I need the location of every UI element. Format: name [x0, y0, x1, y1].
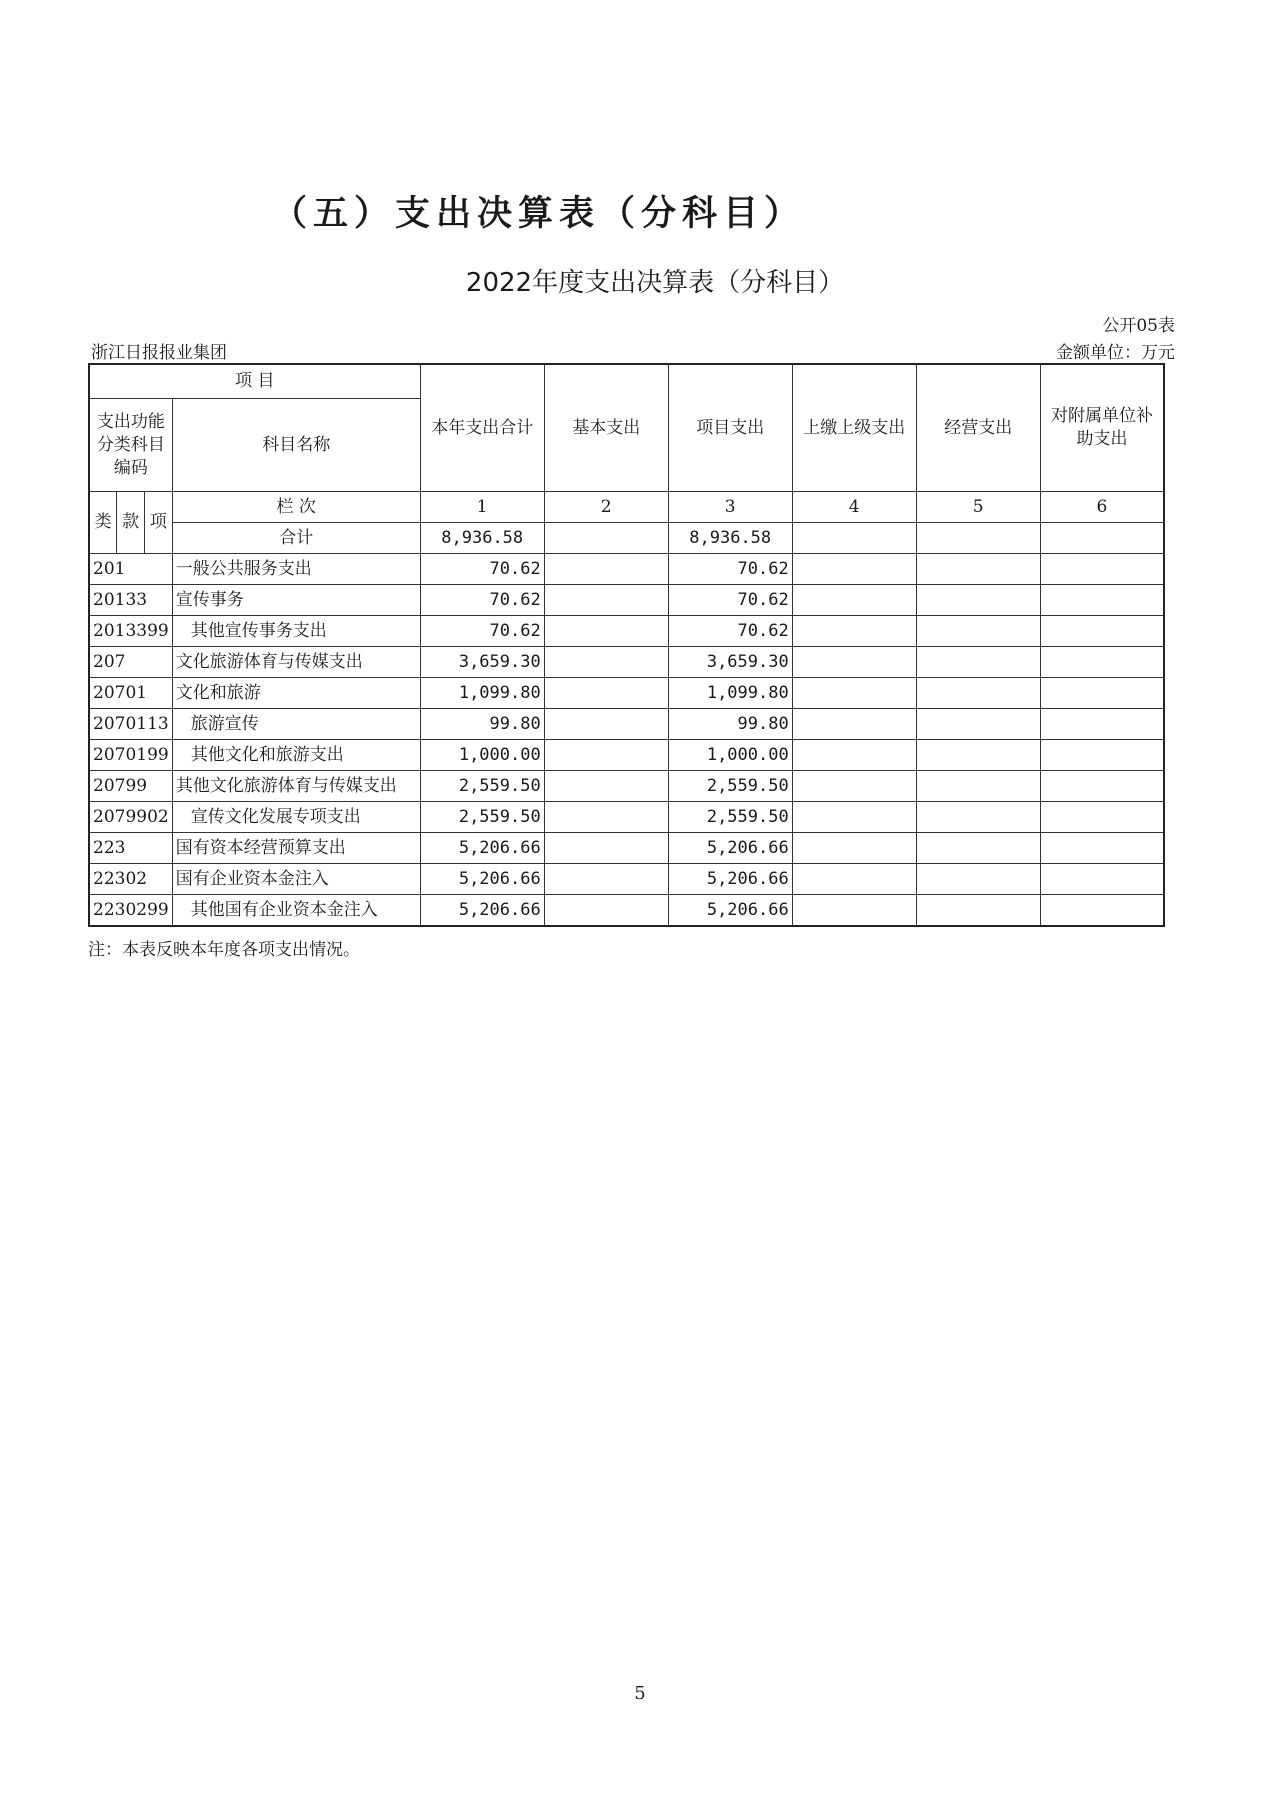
header-col-upper: 上缴上级支出 [792, 364, 916, 492]
row-total: 1,099.80 [420, 678, 544, 709]
row-code: 2013399 [89, 616, 172, 647]
row-project: 3,659.30 [668, 647, 792, 678]
table-row [89, 709, 1164, 740]
row-name: 国有企业资本金注入 [172, 864, 420, 895]
row-total: 99.80 [420, 709, 544, 740]
row-business [916, 709, 1040, 740]
header-col-total: 本年支出合计 [420, 364, 544, 492]
row-subsidy [1040, 554, 1164, 585]
table-code: 公开05表 [1102, 316, 1175, 336]
row-upper [792, 740, 916, 771]
table-body [89, 554, 1164, 927]
row-upper [792, 802, 916, 833]
row-business [916, 833, 1040, 864]
header-class: 类 [89, 492, 117, 554]
row-name: 其他宣传事务支出 [172, 616, 420, 647]
row-upper [792, 895, 916, 927]
table-row [89, 833, 1164, 864]
row-business [916, 864, 1040, 895]
row-name: 文化旅游体育与传媒支出 [172, 647, 420, 678]
row-project: 70.62 [668, 616, 792, 647]
row-upper [792, 709, 916, 740]
table-title: 2022年度支出决算表（分科目） [465, 268, 845, 298]
col-index: 4 [792, 492, 916, 523]
row-code: 201 [89, 554, 172, 585]
row-name: 旅游宣传 [172, 709, 420, 740]
row-code: 2070199 [89, 740, 172, 771]
row-name: 宣传事务 [172, 585, 420, 616]
row-basic [544, 771, 668, 802]
total-value: 8,936.58 [420, 523, 544, 554]
header-col-basic: 基本支出 [544, 364, 668, 492]
row-subsidy [1040, 678, 1164, 709]
row-business [916, 771, 1040, 802]
header-col-subsidy: 对附属单位补助支出 [1040, 364, 1164, 492]
row-basic [544, 740, 668, 771]
header-section: 款 [117, 492, 145, 554]
section-heading: （五）支出决算表（分科目） [272, 194, 806, 234]
row-name: 宣传文化发展专项支出 [172, 802, 420, 833]
table-row [89, 647, 1164, 678]
row-business [916, 678, 1040, 709]
footnote: 注：本表反映本年度各项支出情况。 [88, 940, 360, 960]
row-code: 207 [89, 647, 172, 678]
row-subsidy [1040, 771, 1164, 802]
row-total: 3,659.30 [420, 647, 544, 678]
row-project: 2,559.50 [668, 771, 792, 802]
row-total: 1,000.00 [420, 740, 544, 771]
row-subsidy [1040, 585, 1164, 616]
table-row [89, 616, 1164, 647]
row-subsidy [1040, 647, 1164, 678]
row-project: 5,206.66 [668, 833, 792, 864]
row-subsidy [1040, 864, 1164, 895]
row-name: 其他文化和旅游支出 [172, 740, 420, 771]
organization-name: 浙江日报报业集团 [91, 343, 227, 363]
table-row [89, 895, 1164, 927]
col-index: 5 [916, 492, 1040, 523]
row-project: 5,206.66 [668, 895, 792, 927]
header-col-project: 项目支出 [668, 364, 792, 492]
row-code: 2079902 [89, 802, 172, 833]
row-project: 2,559.50 [668, 802, 792, 833]
row-name: 其他文化旅游体育与传媒支出 [172, 771, 420, 802]
row-subsidy [1040, 616, 1164, 647]
row-basic [544, 864, 668, 895]
table-row [89, 585, 1164, 616]
page-number: 5 [634, 1683, 646, 1704]
row-project: 1,000.00 [668, 740, 792, 771]
row-project: 99.80 [668, 709, 792, 740]
table-row [89, 554, 1164, 585]
row-upper [792, 554, 916, 585]
row-upper [792, 833, 916, 864]
table-row [89, 864, 1164, 895]
row-upper [792, 771, 916, 802]
header-code-group: 支出功能分类科目编码 [89, 399, 172, 492]
total-subsidy [1040, 523, 1164, 554]
total-upper [792, 523, 916, 554]
row-subsidy [1040, 895, 1164, 927]
row-total: 5,206.66 [420, 833, 544, 864]
row-basic [544, 802, 668, 833]
row-upper [792, 585, 916, 616]
row-basic [544, 554, 668, 585]
row-project: 1,099.80 [668, 678, 792, 709]
col-index: 1 [420, 492, 544, 523]
row-code: 20701 [89, 678, 172, 709]
unit-label: 金额单位：万元 [1056, 343, 1175, 363]
col-index: 3 [668, 492, 792, 523]
row-basic [544, 833, 668, 864]
row-name: 一般公共服务支出 [172, 554, 420, 585]
row-subsidy [1040, 740, 1164, 771]
table-row [89, 740, 1164, 771]
row-project: 70.62 [668, 585, 792, 616]
row-business [916, 647, 1040, 678]
row-basic [544, 647, 668, 678]
row-project: 5,206.66 [668, 864, 792, 895]
row-subsidy [1040, 709, 1164, 740]
row-basic [544, 678, 668, 709]
row-code: 20799 [89, 771, 172, 802]
header-name: 科目名称 [172, 399, 420, 492]
row-basic [544, 616, 668, 647]
row-name: 国有资本经营预算支出 [172, 833, 420, 864]
total-business [916, 523, 1040, 554]
row-business [916, 616, 1040, 647]
row-total: 5,206.66 [420, 864, 544, 895]
row-total: 70.62 [420, 554, 544, 585]
total-basic [544, 523, 668, 554]
row-upper [792, 864, 916, 895]
total-project: 8,936.58 [668, 523, 792, 554]
row-business [916, 802, 1040, 833]
row-name: 文化和旅游 [172, 678, 420, 709]
row-total: 70.62 [420, 585, 544, 616]
header-entry: 项 [144, 492, 172, 554]
row-basic [544, 709, 668, 740]
row-upper [792, 616, 916, 647]
row-subsidy [1040, 833, 1164, 864]
row-code: 2230299 [89, 895, 172, 927]
row-upper [792, 647, 916, 678]
table-row [89, 771, 1164, 802]
row-total: 2,559.50 [420, 802, 544, 833]
row-code: 223 [89, 833, 172, 864]
row-code: 2070113 [89, 709, 172, 740]
total-label: 合计 [172, 523, 420, 554]
table-row [89, 802, 1164, 833]
row-upper [792, 678, 916, 709]
row-total: 5,206.66 [420, 895, 544, 927]
header-item: 项 目 [89, 364, 420, 399]
row-code: 20133 [89, 585, 172, 616]
row-business [916, 585, 1040, 616]
row-business [916, 740, 1040, 771]
header-col-business: 经营支出 [916, 364, 1040, 492]
row-business [916, 554, 1040, 585]
row-total: 2,559.50 [420, 771, 544, 802]
row-project: 70.62 [668, 554, 792, 585]
row-business [916, 895, 1040, 927]
row-name: 其他国有企业资本金注入 [172, 895, 420, 927]
row-basic [544, 895, 668, 927]
row-total: 70.62 [420, 616, 544, 647]
col-index-label: 栏 次 [172, 492, 420, 523]
row-code: 22302 [89, 864, 172, 895]
row-basic [544, 585, 668, 616]
expenditure-table [88, 363, 1165, 927]
col-index: 6 [1040, 492, 1164, 523]
table-row [89, 678, 1164, 709]
col-index: 2 [544, 492, 668, 523]
row-subsidy [1040, 802, 1164, 833]
